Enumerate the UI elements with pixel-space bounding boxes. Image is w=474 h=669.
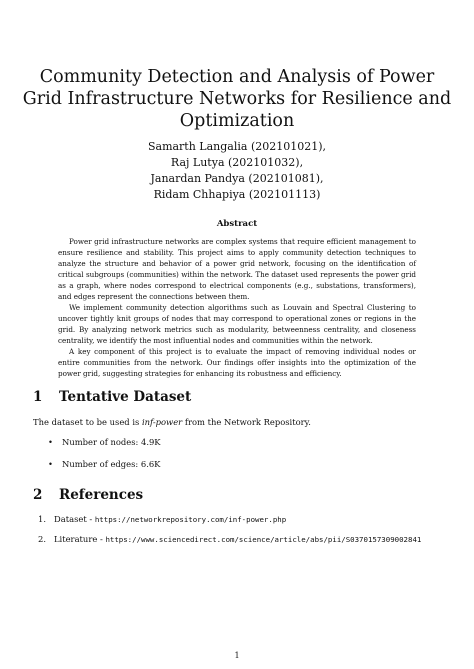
list-item <box>48 458 160 470</box>
dataset-sentence <box>33 416 443 428</box>
author: Raj Lutya (202101032), <box>170 156 304 169</box>
section-heading-references <box>33 487 143 503</box>
bullet-icon: • <box>48 437 53 447</box>
section-heading-dataset <box>33 389 191 405</box>
bullet-text: Number of edges: 6.6K <box>62 459 161 469</box>
reference-item <box>38 533 421 546</box>
title-line-2: Grid Infrastructure Networks for Resilience and <box>22 89 452 109</box>
section-number: 2 <box>33 487 43 503</box>
dataset-name: inf-power <box>141 417 183 427</box>
page-number: 1 <box>234 651 240 660</box>
abstract-paragraph: A key component of this project is to evaluate the impact of removing individual nodes or entire communities from the network. Our findings offer insights into the optimization of the power grid, suggesting strategies for enhancing its robustness and efficiency. <box>58 347 416 378</box>
abstract-heading: Abstract <box>216 219 258 229</box>
reference-label: Literature - <box>54 534 106 544</box>
title-line-3: Optimization <box>179 111 295 131</box>
bullet-text: Number of nodes: 4.9K <box>62 437 161 447</box>
section-title: Tentative Dataset <box>59 389 192 405</box>
reference-number: 1. <box>38 514 46 524</box>
reference-number: 2. <box>38 534 46 544</box>
abstract-paragraph: We implement community detection algorithms such as Louvain and Spectral Clustering to uncover tightly knit groups of nodes that may correspond to operational zones or regions in the grid. By analyzing network metrics such as modularity, betweenness centrality, and closeness centrality, we identify the most influential nodes and communities within the network. <box>58 303 416 345</box>
author: Ridam Chhapiya (202101113) <box>153 188 321 201</box>
author-list <box>0 139 474 203</box>
paper-title <box>20 66 454 132</box>
reference-label: Dataset - <box>54 514 95 524</box>
section-number: 1 <box>33 389 43 405</box>
dataset-text-before: The dataset to be used is <box>33 417 142 427</box>
dataset-text-after: from the Network Repository. <box>182 417 311 427</box>
abstract-body <box>58 236 416 379</box>
author: Janardan Pandya (202101081), <box>150 172 324 185</box>
bullet-icon: • <box>48 459 53 469</box>
title-line-1: Community Detection and Analysis of Power <box>39 67 435 87</box>
reference-link[interactable]: https://www.sciencedirect.com/science/article/abs/pii/S0370157309002841 <box>105 535 422 544</box>
reference-item <box>38 513 286 526</box>
author: Samarth Langalia (202101021), <box>147 140 327 153</box>
abstract-paragraph: Power grid infrastructure networks are complex systems that require efficient management to ensure resilience and stability. This project aims to apply community detection techniques to analyze the structure and behavior of a power grid network, focusing on the identification of critical subgroups (communities) within the network. The dataset used represents the power grid as a graph, where nodes correspond to electrical components (e.g., substations, transformers), and edges represent the connections between them. <box>58 237 416 301</box>
reference-link[interactable]: https://networkrepository.com/inf-power.php <box>94 515 287 524</box>
list-item <box>48 436 161 448</box>
section-title: References <box>59 487 144 503</box>
